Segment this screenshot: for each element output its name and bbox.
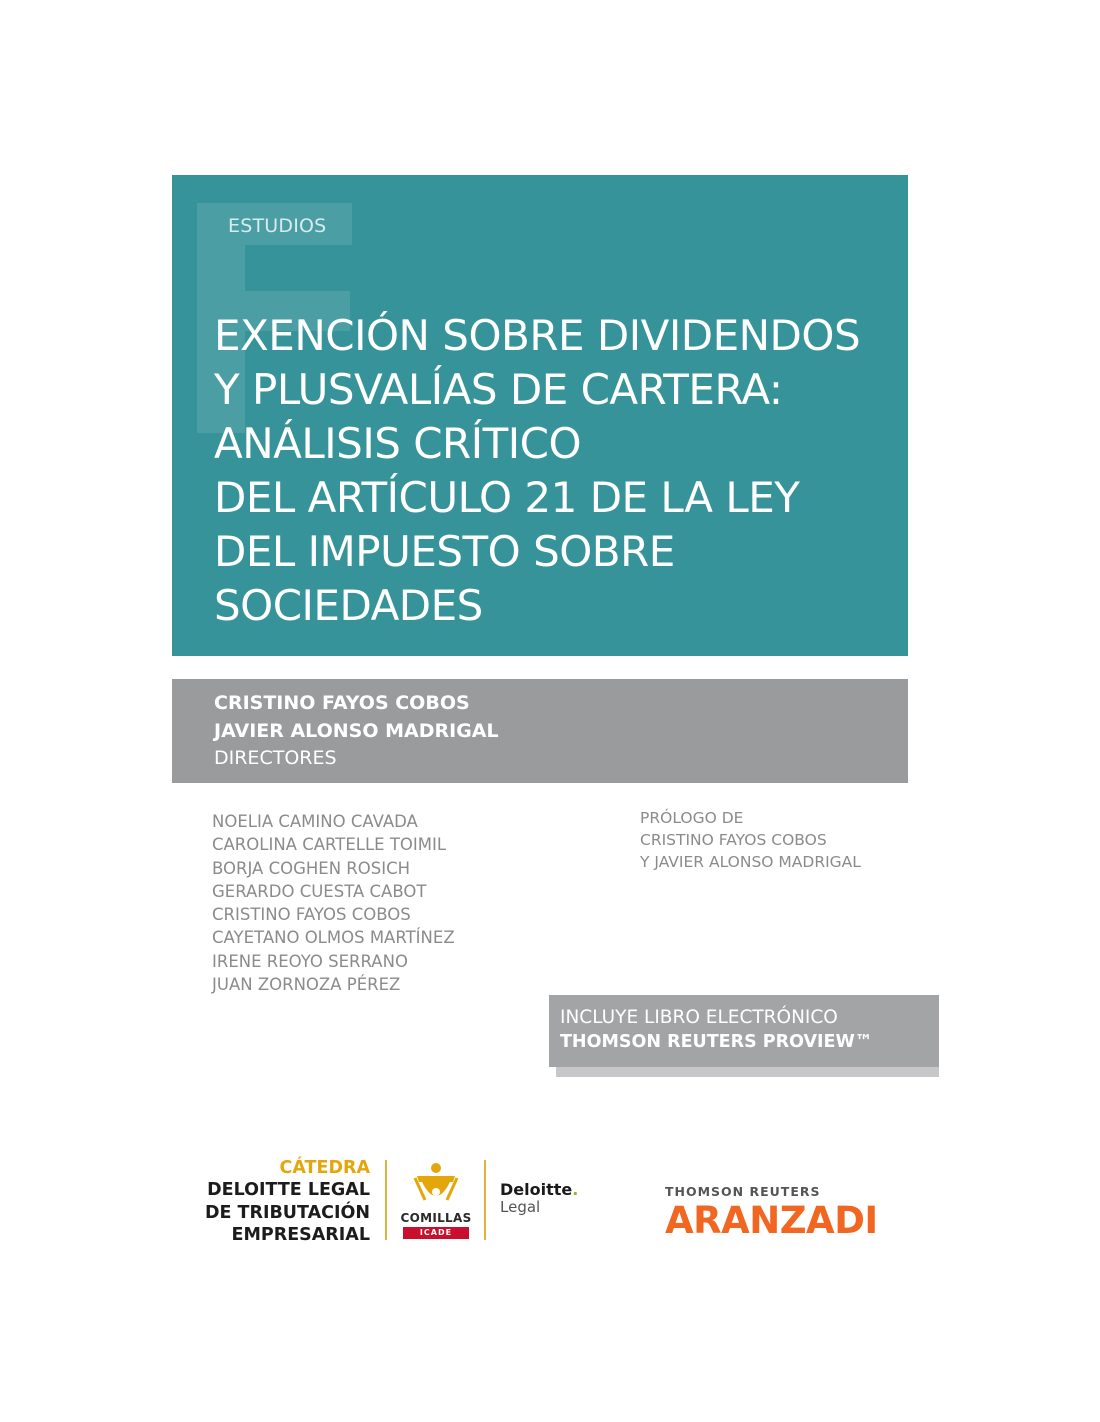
deloitte-dot: .: [572, 1180, 579, 1199]
author-name: JUAN ZORNOZA PÉREZ: [212, 975, 401, 995]
catedra-line: EMPRESARIAL: [231, 1225, 370, 1245]
directors-role: DIRECTORES: [214, 747, 337, 769]
catedra-logo: [205, 1157, 370, 1247]
catedra-line: DE TRIBUTACIÓN: [204, 1202, 370, 1223]
prologue-line: PRÓLOGO DE: [640, 809, 744, 827]
logo-divider: [484, 1160, 486, 1240]
authors-list: [212, 810, 455, 996]
directors-band: [172, 679, 908, 783]
title-line: DEL IMPUESTO SOBRE: [214, 527, 675, 576]
catedra-line: DELOITTE LEGAL: [207, 1180, 370, 1200]
title-line: Y PLUSVALÍAS DE CARTERA:: [214, 365, 783, 414]
director-name: JAVIER ALONSO MADRIGAL: [214, 720, 499, 742]
author-name: CAROLINA CARTELLE TOIMIL: [212, 835, 447, 855]
ebook-line-2: THOMSON REUTERS PROVIEW™: [560, 1032, 873, 1052]
director-name: CRISTINO FAYOS COBOS: [214, 692, 470, 714]
deloitte-name: Deloitte: [500, 1180, 573, 1199]
deloitte-legal-logo: [500, 1180, 578, 1215]
title-line: ANÁLISIS CRÍTICO: [214, 419, 582, 468]
logo-divider: [385, 1160, 387, 1240]
prologue-line: CRISTINO FAYOS COBOS: [640, 831, 827, 849]
comillas-name: COMILLAS: [400, 1211, 472, 1225]
deloitte-wordmark: [500, 1180, 578, 1199]
comillas-crest-icon: [397, 1160, 475, 1210]
author-name: NOELIA CAMINO CAVADA: [212, 812, 418, 831]
publisher-top: THOMSON REUTERS: [665, 1184, 821, 1199]
author-name: BORJA COGHEN ROSICH: [212, 858, 411, 878]
title-panel: [172, 175, 908, 656]
ebook-line-1: INCLUYE LIBRO ELECTRÓNICO: [560, 1007, 838, 1028]
publisher-name: ARANZADI: [665, 1199, 878, 1242]
publisher-logo: [665, 1184, 878, 1243]
title-line: EXENCIÓN SOBRE DIVIDENDOS: [214, 311, 861, 360]
author-name: GERARDO CUESTA CABOT: [212, 881, 427, 901]
prologue-line: Y JAVIER ALONSO MADRIGAL: [640, 853, 861, 871]
prologue-credit: [640, 807, 861, 873]
book-title: [214, 309, 894, 633]
title-line: DEL ARTÍCULO 21 DE LA LEY: [214, 473, 800, 522]
catedra-word: CÁTEDRA: [279, 1158, 370, 1178]
author-name: CRISTINO FAYOS COBOS: [212, 905, 411, 925]
author-name: IRENE REOYO SERRANO: [212, 951, 408, 971]
title-line: SOCIEDADES: [214, 581, 483, 630]
icade-label: ICADE: [403, 1227, 469, 1239]
series-label: ESTUDIOS: [228, 215, 327, 237]
comillas-logo: [397, 1160, 475, 1242]
deloitte-sub: Legal: [500, 1198, 541, 1216]
author-name: CAYETANO OLMOS MARTÍNEZ: [212, 928, 455, 948]
ebook-badge: [549, 995, 939, 1067]
